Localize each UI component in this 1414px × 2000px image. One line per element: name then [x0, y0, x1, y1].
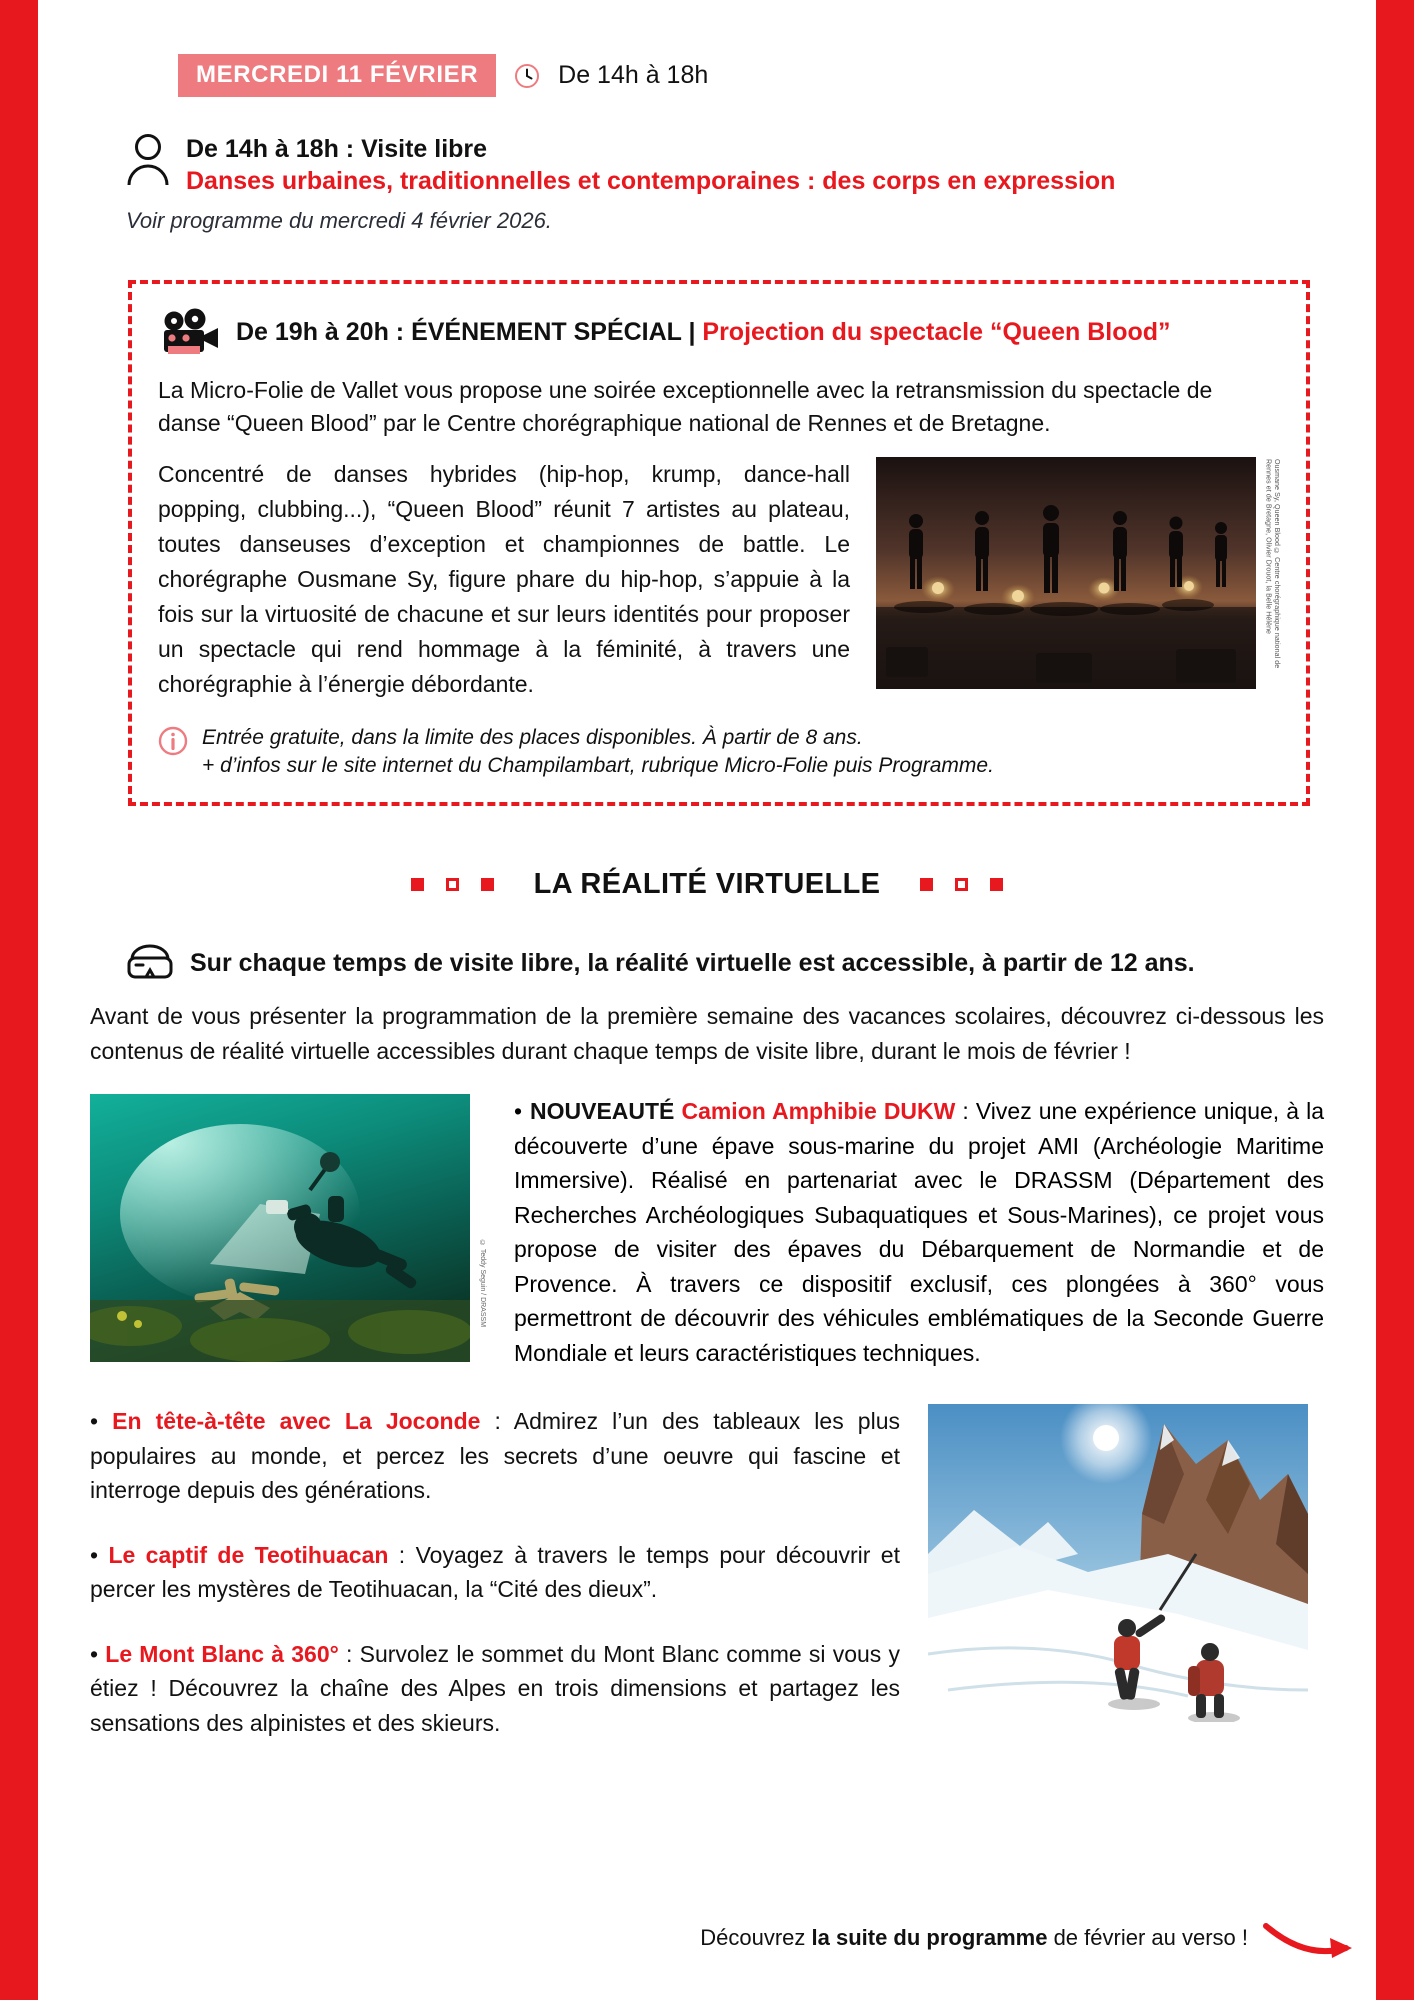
decor-square-hollow — [446, 878, 459, 891]
vr-headset-icon — [126, 943, 174, 983]
item-text: : Survolez le sommet du Mont Blanc comme si vous y étiez ! Découvrez la chaîne des Alpes en trois dimensions et partagez les sensations des alpinistes et des skieurs. — [90, 1640, 900, 1736]
dukw-underwater-photo — [90, 1094, 470, 1362]
item-title: Le captif de Teotihuacan — [108, 1541, 389, 1568]
footer-text-after: de février au verso ! — [1047, 1925, 1248, 1950]
mont-blanc-photo — [928, 1404, 1308, 1722]
visit-note: Voir programme du mercredi 4 février 2026. — [126, 208, 552, 233]
dukw-figure — [90, 1094, 486, 1362]
vr-head-row — [126, 943, 1324, 983]
visit-subtitle: Danses urbaines, traditionnelles et contemporaines : des corps en expression — [186, 167, 1116, 195]
item-text: : Voyagez à travers le temps pour découvrir et percer les mystères de Teotihuacan, la “Cité des dieux”. — [90, 1541, 900, 1603]
decor-square-hollow — [955, 878, 968, 891]
item-text: : Admirez l’un des tableaux les plus populaires au monde, et percez les secrets d’une oeuvre qui fascine et interroge depuis des générations. — [90, 1408, 900, 1504]
item-title: Le Mont Blanc à 360° — [105, 1640, 339, 1667]
decor-square — [920, 878, 933, 891]
person-icon — [126, 133, 170, 187]
dukw-bullet: • — [514, 1098, 523, 1125]
vr-head-text: Sur chaque temps de visite libre, la réalité virtuelle est accessible, à partir de 12 ans. — [190, 948, 1195, 977]
special-two-column — [158, 457, 1280, 702]
dukw-text-block — [514, 1094, 1324, 1370]
dukw-photo-credit: © Teddy Seguin / DRASSM — [479, 1240, 486, 1328]
curved-arrow-icon — [1262, 1918, 1358, 1958]
list-item — [90, 1404, 900, 1508]
footer-text-bold: la suite du programme — [811, 1925, 1048, 1950]
special-event-header — [158, 308, 1280, 356]
special-info-text — [202, 724, 994, 780]
decor-square — [411, 878, 424, 891]
decor-squares-left — [411, 878, 494, 891]
left-red-bar — [0, 0, 38, 2000]
vr-intro-paragraph: Avant de vous présenter la programmation de la première semaine des vacances scolaires, découvrez ci-dessous les contenus de réalité virtuelle accessibles durant chaque temps de visite libre, durant le mois de février ! — [90, 1003, 1324, 1064]
special-title-main: De 19h à 20h : ÉVÉNEMENT SPÉCIAL | — [236, 318, 703, 346]
footer-text-before: Découvrez — [700, 1925, 812, 1950]
page-content — [38, 0, 1376, 2000]
decor-squares-right — [920, 878, 1003, 891]
header-time-range: De 14h à 18h — [558, 61, 709, 89]
date-chip: MERCREDI 11 FÉVRIER — [178, 54, 496, 97]
footer — [700, 1918, 1358, 1958]
vr-section-title-row — [90, 868, 1324, 901]
special-intro-paragraph: La Micro-Folie de Vallet vous propose une soirée exceptionnelle avec la retransmission du spectacle de danse “Queen Blood” par le Centre chorégraphique national de Rennes et de Bretagne. — [158, 377, 1213, 436]
info-icon — [158, 726, 188, 756]
queen-blood-photo-credit: Ousmane Sy, Queen Blood © Centre chorégraphique national de Rennes et de Bretagne, Olivier Drouot, la Belle Hélène — [1264, 459, 1280, 669]
special-event-box — [128, 280, 1310, 806]
visit-title: De 14h à 18h : Visite libre — [186, 135, 488, 163]
item-bullet: • — [90, 1408, 113, 1435]
special-body-paragraph: Concentré de danses hybrides (hip-hop, krump, dance-hall popping, clubbing...), “Queen Blood” réunit 7 artistes au plateau, toutes danseuses d’exception et championnes de battle. Le chorégraphe Ousmane Sy, figure phare du hip-hop, s’appuie à la fois sur la virtuosité de chacune et sur leurs identités pour proposer un spectacle qui rend hommage à la féminité, à travers une chorégraphie à l’énergie débordante. — [158, 461, 850, 698]
special-title-accent: Projection du spectacle “Queen Blood” — [702, 318, 1171, 346]
dukw-label-new: NOUVEAUTÉ — [530, 1098, 682, 1125]
mont-blanc-figure — [928, 1404, 1324, 1722]
vr-section-title: LA RÉALITÉ VIRTUELLE — [533, 868, 881, 901]
footer-text — [700, 1925, 1248, 1951]
special-event-title — [236, 317, 1171, 347]
vr-items-row — [90, 1404, 1324, 1740]
decor-square — [481, 878, 494, 891]
visit-block — [126, 131, 1324, 197]
queen-blood-photo — [876, 457, 1256, 689]
film-camera-icon — [158, 308, 220, 356]
dukw-label-title: Camion Amphibie DUKW — [681, 1098, 956, 1125]
vr-items-list — [90, 1404, 900, 1740]
date-header — [178, 54, 1324, 97]
right-red-bar — [1376, 0, 1414, 2000]
clock-icon — [514, 63, 540, 89]
list-item — [90, 1637, 900, 1741]
special-info-note — [158, 724, 1280, 780]
special-info-line-1: Entrée gratuite, dans la limite des places disponibles. À partir de 8 ans. — [202, 725, 863, 749]
item-bullet: • — [90, 1541, 109, 1568]
dukw-row — [90, 1094, 1324, 1370]
special-info-line-2: + d’infos sur le site internet du Champilambart, rubrique Micro-Folie puis Programme. — [202, 754, 994, 778]
dukw-description: : Vivez une expérience unique, à la découverte d’une épave sous-marine du projet AMI (Archéologie Maritime Immersive). Réalisé en partenariat avec le DRASSM (Département des Recherches Archéologiques Subaquatiques et Sous-Marines), ce projet vous propose de visiter des épaves du Débarquement de Normandie et de Provence. À travers ce dispositif exclusif, ces plongées à 360° vous permettront de découvrir des véhicules emblématiques de la Seconde Guerre Mondiale et leurs caractéristiques techniques. — [514, 1098, 1324, 1366]
queen-blood-figure — [876, 457, 1280, 702]
list-item — [90, 1538, 900, 1607]
decor-square — [990, 878, 1003, 891]
item-bullet: • — [90, 1640, 106, 1667]
item-title: En tête-à-tête avec La Joconde — [112, 1408, 481, 1435]
